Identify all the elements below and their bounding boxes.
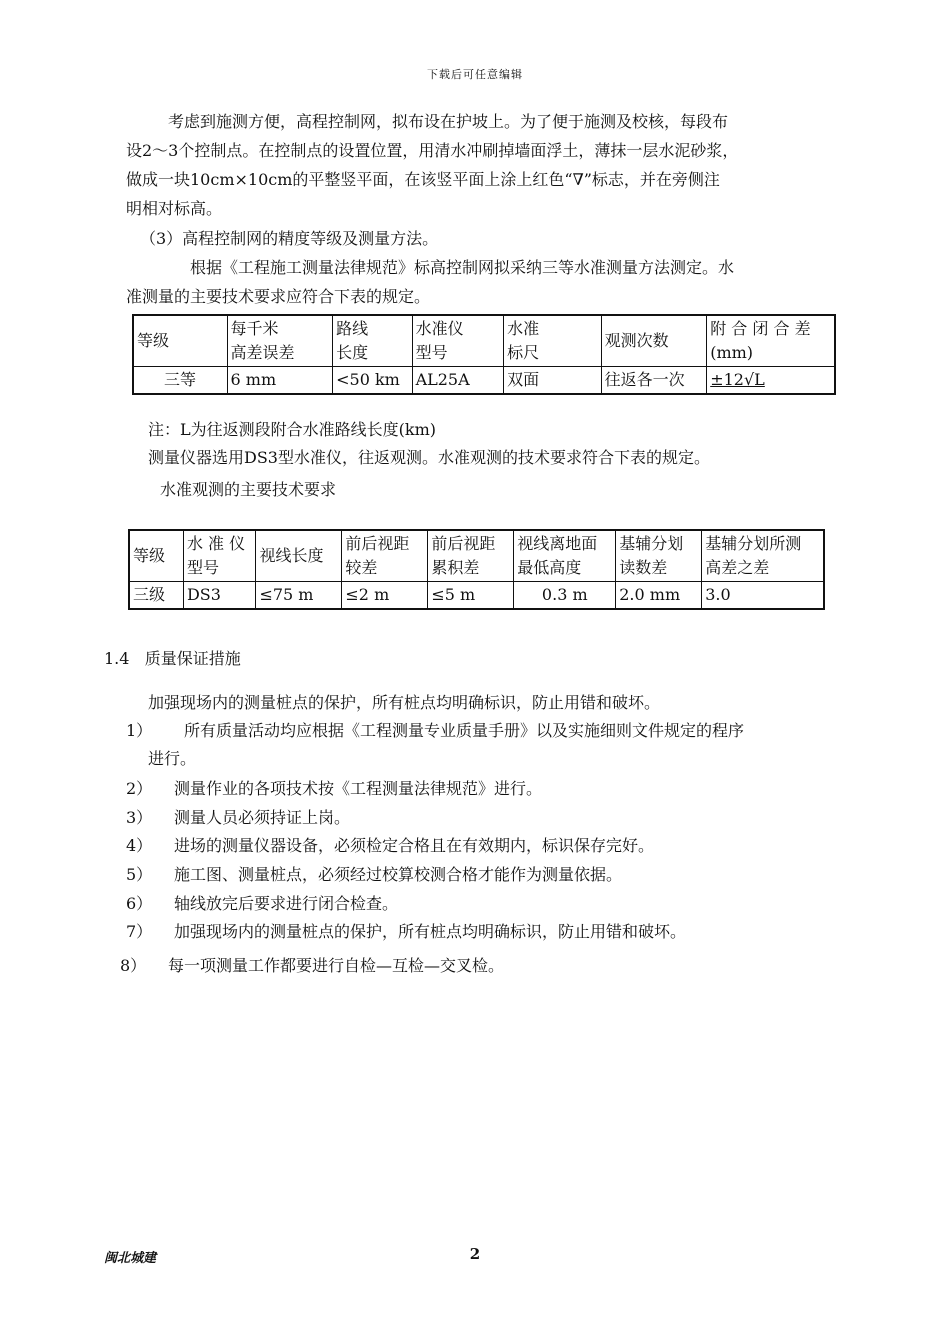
section-intro: 加强现场内的测量桩点的保护，所有桩点均明确标识，防止用错和破坏。 (148, 693, 661, 712)
table-cell: 三等 (133, 367, 227, 395)
table-cell: 双面 (504, 367, 602, 395)
list-item-text: 所有质量活动均应根据《工程测量专业质量手册》以及实施细则文件规定的程序 (184, 721, 745, 740)
leveling-requirements-table (132, 314, 836, 395)
list-item-number: 6） (126, 894, 153, 913)
header-cell: 每千米 高差误差 (227, 315, 333, 367)
para2-line-1: 根据《工程施工测量法律规范》标高控制网拟采纳三等水准测量方法测定。水 (190, 258, 735, 277)
list-item-text: 轴线放完后要求进行闭合检查。 (174, 894, 399, 913)
list-item-number: 3） (126, 808, 153, 827)
table-cell: 3.0 (702, 582, 824, 610)
header-cell: 视线长度 (256, 530, 342, 582)
header-cell: 等级 (129, 530, 183, 582)
header-cell: 基辅分划所测 高差之差 (702, 530, 824, 582)
table-cell: 6 mm (227, 367, 333, 395)
table-note: 注：L为往返测段附合水准路线长度(km) (148, 420, 436, 439)
header-cell: 等级 (133, 315, 227, 367)
footer-company: 闽北城建 (104, 1251, 157, 1266)
header-cell: 水 准 仪 型号 (183, 530, 255, 582)
list-item-text: 每一项测量工作都要进行自检—互检—交叉检。 (168, 956, 505, 975)
list-item-number: 5） (126, 865, 153, 884)
header-cell: 路线 长度 (333, 315, 412, 367)
list-item-number: 1） (126, 721, 153, 740)
header-cell: 附 合 闭 合 差 (mm) (707, 315, 835, 367)
list-item-number: 2） (126, 779, 153, 798)
intro-line-4: 明相对标高。 (126, 199, 223, 218)
list-item-text: 测量作业的各项技术按《工程测量法律规范》进行。 (174, 779, 543, 798)
subheading: （3）高程控制网的精度等级及测量方法。 (140, 229, 439, 248)
list-item-number: 4） (126, 836, 153, 855)
section-number: 1.4 (104, 649, 130, 668)
table-cell: 三级 (129, 582, 183, 610)
table-header-row (133, 315, 835, 367)
page-number: 2 (469, 1245, 481, 1263)
table-cell: ±12√L (707, 367, 835, 395)
intro-line-3: 做成一块10cm×10cm的平整竖平面，在该竖平面上涂上红色“∇”标志，并在旁侧注 (126, 170, 720, 189)
instrument-line: 测量仪器选用DS3型水准仪，往返观测。水准观测的技术要求符合下表的规定。 (148, 448, 710, 467)
table-cell: 2.0 mm (616, 582, 702, 610)
section-heading (104, 645, 241, 673)
header-cell: 水准仪 型号 (412, 315, 504, 367)
header-cell: 基辅分划 读数差 (616, 530, 702, 582)
list-item-continuation: 进行。 (148, 749, 197, 768)
table-cell: 往返各一次 (601, 367, 707, 395)
table-cell: <50 km (333, 367, 412, 395)
header-cell: 前后视距 较差 (342, 530, 428, 582)
table-row (129, 582, 824, 610)
list-item-number: 8） (120, 956, 147, 975)
table-cell: 0.3 m (514, 582, 616, 610)
list-item-text: 加强现场内的测量桩点的保护，所有桩点均明确标识，防止用错和破坏。 (174, 922, 687, 941)
header-cell: 水准 标尺 (504, 315, 602, 367)
list-item-text: 测量人员必须持证上岗。 (174, 808, 351, 827)
observation-requirements-table (128, 529, 825, 610)
list-item-text: 施工图、测量桩点，必须经过校算校测合格才能作为测量依据。 (174, 865, 623, 884)
table2-title: 水准观测的主要技术要求 (160, 480, 337, 499)
header-cell: 视线离地面 最低高度 (514, 530, 616, 582)
table-header-row (129, 530, 824, 582)
header-cell: 观测次数 (601, 315, 707, 367)
table-cell: ≤2 m (342, 582, 428, 610)
list-item-number: 7） (126, 922, 153, 941)
para2-line-2: 准测量的主要技术要求应符合下表的规定。 (126, 287, 431, 306)
page-header: 下载后可任意编辑 (427, 68, 523, 81)
intro-line-1: 考虑到施测方便，高程控制网，拟布设在护坡上。为了便于施测及校核，每段布 (168, 112, 729, 131)
section-title: 质量保证措施 (144, 649, 241, 668)
header-cell: 前后视距 累积差 (428, 530, 514, 582)
table-row (133, 367, 835, 395)
table-cell: AL25A (412, 367, 504, 395)
table-cell: ≤75 m (256, 582, 342, 610)
table-cell: ≤5 m (428, 582, 514, 610)
intro-line-2: 设2～3个控制点。在控制点的设置位置，用清水冲刷掉墙面浮土，薄抹一层水泥砂浆， (126, 141, 739, 160)
list-item-text: 进场的测量仪器设备，必须检定合格且在有效期内，标识保存完好。 (174, 836, 655, 855)
table-cell: DS3 (183, 582, 255, 610)
